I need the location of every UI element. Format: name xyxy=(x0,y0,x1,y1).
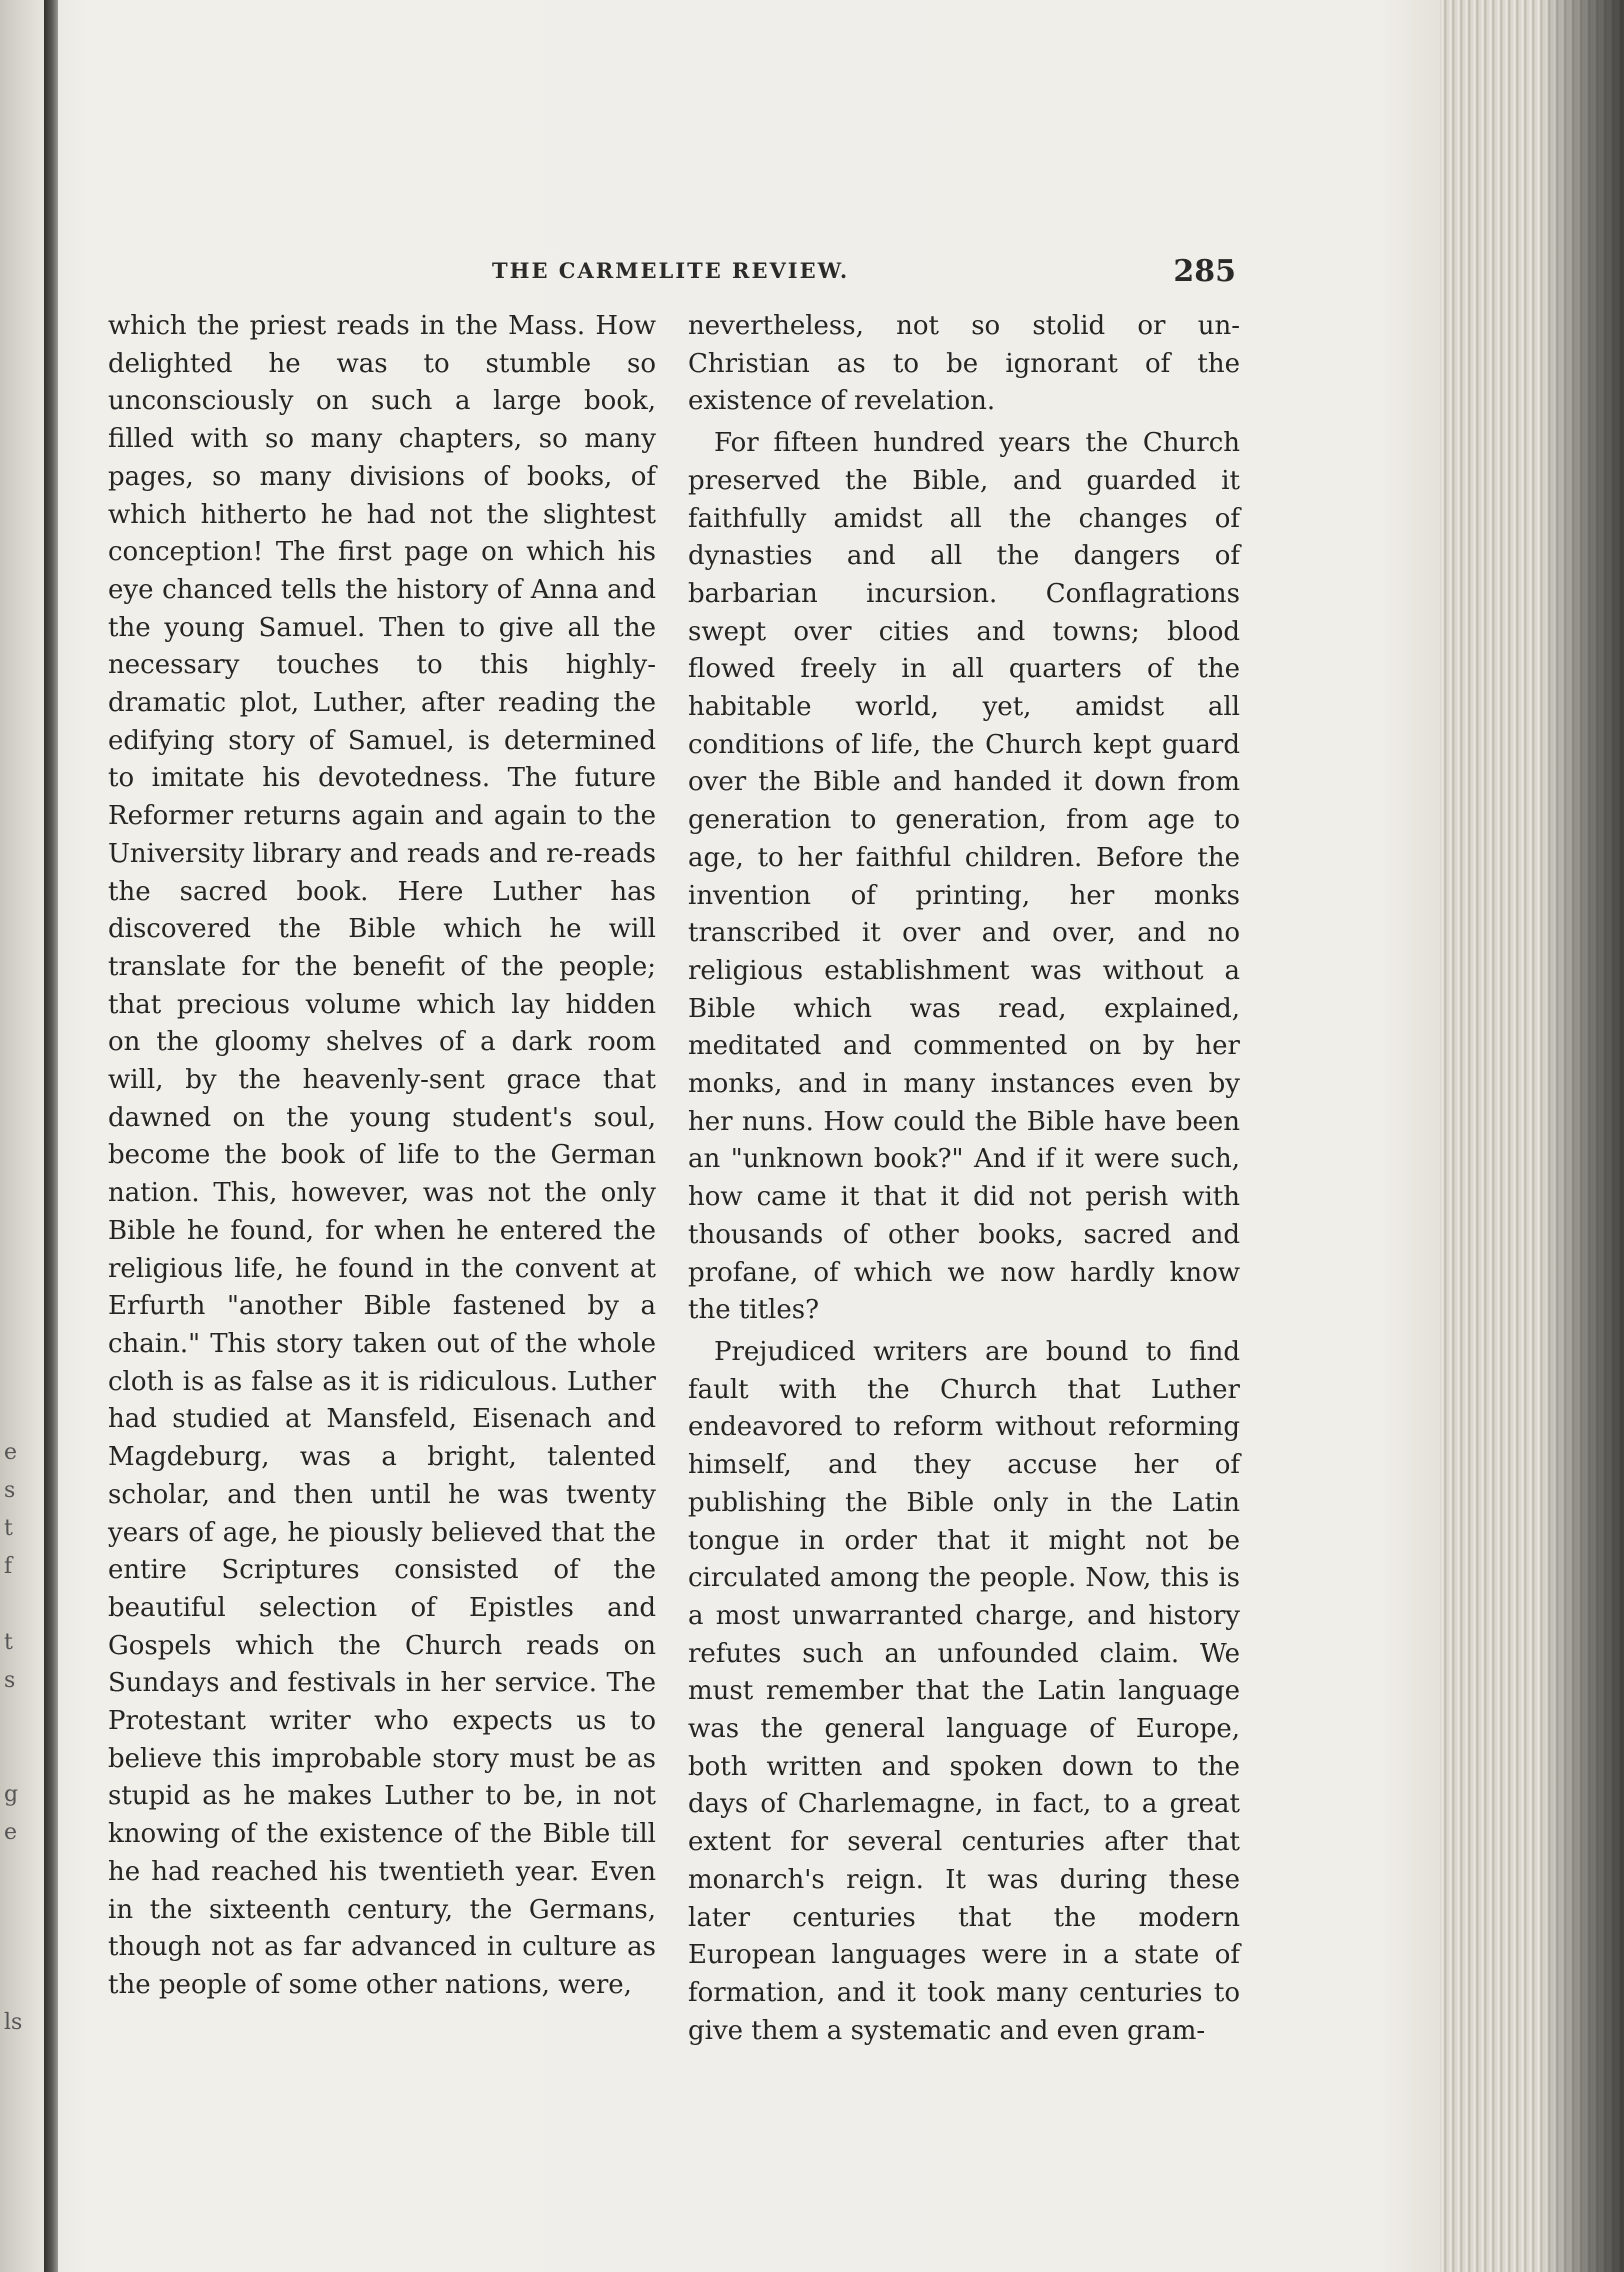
paragraph: which the priest reads in the Mass. How delighted he was to stumble so unconsciously on such a large book, filled with so many chapters, so many pages, so many divisions of books, of which hitherto he had not the slightest conception! The first page on which his eye chanced tells the history of Anna and the young Samuel. Then to give all the necessary touches to this highly-dramatic plot, Luther, after reading the edifying story of Samuel, is determined to imitate his devotedness. The future Reformer returns again and again to the University library and reads and re-reads the sacred book. Here Luther has discovered the Bible which he will translate for the benefit of the people; that precious volume which lay hidden on the gloomy shelves of a dark room will, by the heavenly-sent grace that dawned on the young student's soul, become the book of life to the German nation. This, however, was not the only Bible he found, for when he entered the religious life, he found in the convent at Erfurth "another Bible fastened by a chain." This story taken out of the whole cloth is as false as it is ridiculous. Luther had studied at Mansfeld, Eisenach and Magdeburg, was a bright, talented scholar, and then until he was twenty years of age, he piously believed that the entire Scriptures consisted of the beautiful selection of Epistles and Gospels which the Church reads on Sundays and festivals in her service. The Protestant writer who expects us to believe this improbable story must be as stupid as he makes Luther to be, in not knowing of the existence of the Bible till he had reached his twentieth year. Even in the sixteenth century, the Germans, though not as far advanced in culture as the people of some other nations, were, xyxy=(108,311,656,2000)
fragment-text: s xyxy=(4,1478,16,1503)
journal-title: THE CARMELITE REVIEW. xyxy=(492,258,850,283)
fragment-text: e xyxy=(4,1820,18,1845)
paragraph: nevertheless, not so stolid or un-Christian as to be ignorant of the existence of revelation. xyxy=(688,311,1240,417)
running-head xyxy=(110,254,1238,294)
fragment-text: s xyxy=(4,1668,16,1693)
fragment-text: e xyxy=(4,1440,18,1465)
fragment-text: g xyxy=(4,1782,19,1807)
left-page-fragments xyxy=(0,0,30,2272)
page-number: 285 xyxy=(1173,254,1236,289)
text-column-right xyxy=(688,308,1240,2050)
paragraph: Prejudiced writers are bound to find fault with the Church that Luther endeavored to reform without reforming himself, and they accuse her of publishing the Bible only in the Latin tongue in order that it might not be circulated among the people. Now, this is a most unwarranted charge, and history refutes such an unfounded claim. We must remember that the Latin language was the general language of Europe, both written and spoken down to the days of Charlemagne, in fact, to a great extent for several centuries after that monarch's reign. It was during these later centuries that the modern European languages were in a state of formation, and it took many centuries to give them a systematic and even gram- xyxy=(688,1336,1240,2046)
page-gutter xyxy=(44,0,58,2272)
paragraph: For fifteen hundred years the Church preserved the Bible, and guarded it faithfully amidst all the changes of dynasties and all the dangers of barbarian incursion. Conflagrations swept over cities and towns; blood flowed freely in all quarters of the habitable world, yet, amidst all conditions of life, the Church kept guard over the Bible and handed it down from generation to generation, from age to age, to her faithful children. Before the invention of printing, her monks transcribed it over and over, and no religious establishment was without a Bible which was read, explained, meditated and commented on by her monks, and in many instances even by her nuns. How could the Bible have been an "unknown book?" And if it were such, how came it that it did not perish with thousands of other books, sacred and profane, of which we now hardly know the titles? xyxy=(688,428,1240,1326)
fragment-text: ls xyxy=(4,2010,23,2035)
book-edge-shadow xyxy=(1540,0,1624,2272)
text-column-left xyxy=(108,308,656,2005)
fragment-text: f xyxy=(4,1554,13,1579)
fragment-text: t xyxy=(4,1516,13,1541)
fragment-text: t xyxy=(4,1630,13,1655)
